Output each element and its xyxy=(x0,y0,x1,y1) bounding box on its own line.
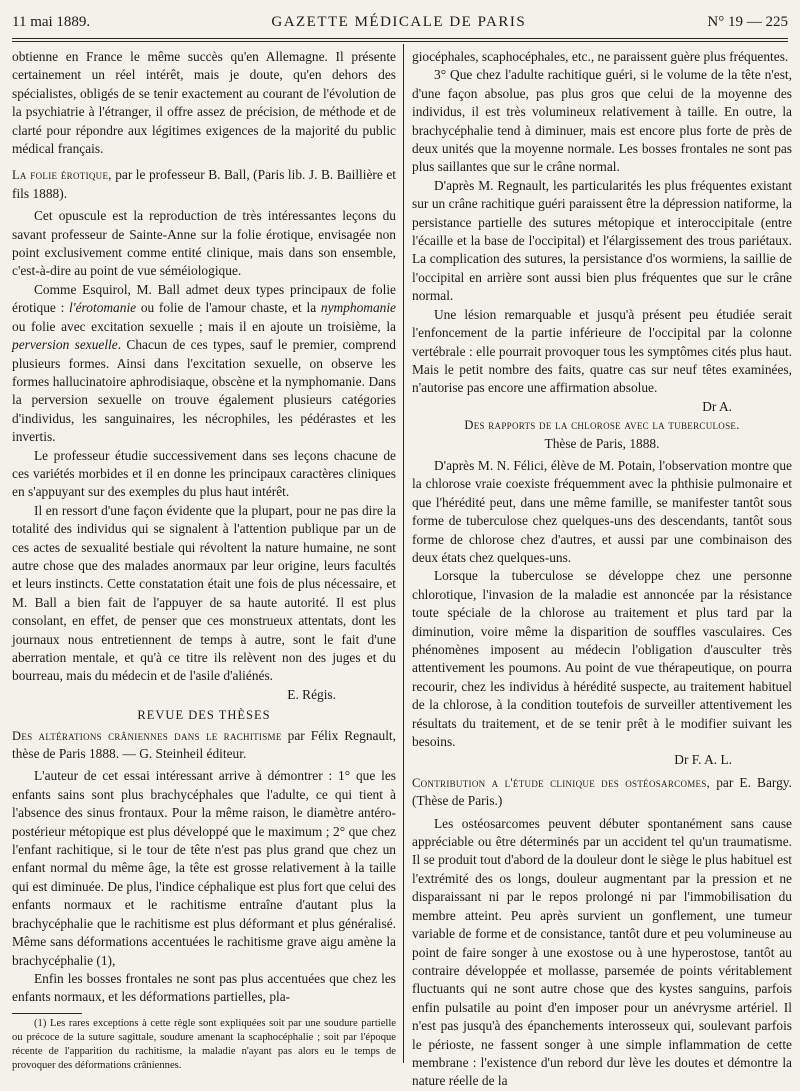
review-citation: Thèse de Paris, 1888. xyxy=(544,435,660,451)
paragraph: giocéphales, scaphocéphales, etc., ne paraissent guère plus fréquentes. xyxy=(412,49,789,64)
page-header xyxy=(12,14,788,36)
review-title: Des rapports de la chlorose avec la tuberculose. xyxy=(464,418,740,433)
review-citation: par Félix Regnault, thèse de Paris 1888. — G. Steinheil éditeur. xyxy=(12,727,396,762)
paragraph: Une lésion remarquable et jusqu'à présent peu étudiée serait l'enfoncement de la partie inférieure de l'occipital par la colonne vertébrale : elle pourrait provoquer tous les symptômes cités plus haut. Mais le petit nombre des faits, quatre cas sur neuf têtes examinées, n'autorise pas encore une affirmation absolue. xyxy=(412,306,792,396)
right-column xyxy=(412,48,792,1089)
section-title: REVUE DES THÈSES xyxy=(137,708,271,723)
header-rule xyxy=(12,38,788,39)
paragraph: Il en ressort d'une façon évidente que la plupart, pour ne pas dire la totalité des individus qui se signalent à l'attention publique par un de ces actes de sexualité bestiale qui révoltent la nature humaine, ne sont autre chose que des malades anormaux par leur origine, leurs facultés et leurs instincts. Cette constatation était une fois de plus nécessaire, et M. Ball a bien fait de l'appuyer de sa haute autorité. Il est plus consolant, en effet, de penser que ces monstrueux attentats, dont les journaux nous entretiennent de temps à autre, sont le fait d'une aberration mentale, et qu'à ce titre ils relèvent non des juges et du bourreau, mais du médecin et de l'asile d'aliénés. xyxy=(12,502,396,684)
header-rule-double xyxy=(12,41,788,42)
footnote-rule xyxy=(12,1013,82,1014)
paragraph: Lorsque la tuberculose se développe chez une personne chlorotique, l'invasion de la maladie est annoncée par la résistance toute spéciale de la chlorose au traitement et plus tard par la diminution, voire même la disparition de souffles vasculaires. Ces phénomènes imposent au médecin l'obligation d'ausculter très attentivement les poumons. Au point de vue thérapeutique, on pourra recourir, chez les individus à hérédité suspecte, au traitement habituel de la chlorose, à la condition toutefois de surveiller attentivement les résultats du traitement, et de se tenir prêt à le modifier suivant les besoins. xyxy=(412,568,792,750)
review-citation: par E. Bargy. (Thèse de Paris.) xyxy=(412,774,792,809)
header-title: GAZETTE MÉDICALE DE PARIS xyxy=(271,14,527,30)
review-heading xyxy=(12,727,396,764)
footnote: (1) Les rares exceptions à cette règle sont expliquées soit par une soudure partielle ou précoce de la suture sagittale, soudure amenant la scaphocéphalie ; soit par l'époque récente de l'apparition du rachitisme, la maladie n'ayant pas alors eu le temps de provoquer des déformations crâniennes. xyxy=(12,1017,396,1071)
header-page-number: N° 19 — 225 xyxy=(707,14,788,30)
paragraph: Comme Esquirol, M. Ball admet deux types principaux de folie érotique : l'érotomanie ou folie de l'amour chaste, et la nymphomanie ou folie avec excitation sexuelle ; mais il en ajoute un troisième, la perversion sexuelle. Chacun de ces types, sauf le premier, comprend plusieurs formes. Ainsi dans l'excitation sexuelle, on observe les formes hallucinatoire aphrodisiaque, obscène et la nymphomanie. Dans la perversion sexuelle on trouve également plusieurs catégories d'individus, les sanguinaires, les nécrophiles, les pédérastes et les invertis. xyxy=(12,281,396,445)
paragraph: L'auteur de cet essai intéressant arrive à démontrer : 1° que les enfants sains sont plus brachycéphales que l'adulte, ce qui tient à l'absence des sinus frontaux. Pour la même raison, le diamètre antéro-postérieur métopique est plus développé que le maximum ; 2° que chez l'enfant rachitique, si le tour de tête n'est pas plus grand que chez un enfant normal du même âge, la tête est grosse relativement à la taille qui est diminuée. De plus, l'indice céphalique est plus fort que celui des enfants normaux et le rachitisme entraîne d'autant plus la brachycéphalie que le rachitisme est plus déformant et plus généralisé. Même sans déformations accentuées le rachitisme grave aigu amène la brachycéphalie (1), xyxy=(12,768,396,968)
left-column xyxy=(12,48,396,1071)
review-title: Contribution a l'étude clinique des ostéosarcomes, xyxy=(412,775,711,790)
review-heading xyxy=(12,166,396,203)
header-date: 11 mai 1889. xyxy=(12,14,91,30)
paragraph: Les ostéosarcomes peuvent débuter spontanément sans cause appréciable ou être déterminés par un accident tel qu'un traumatisme. Il se produit tout d'abord de la douleur dont le siège le plus habituel est l'extrémité des os longs, douleur augmentant par la pression et ne disparaissant ni par le repos prolongé ni par l'immobilisation du membre atteint. Peu après survient un gonflement, une tumeur variable de forme et de consistance, tantôt dure et peu volumineuse au point de faire songer à une exostose ou à une hyperostose, tantôt au contraire développée et mollasse, parsemée de points véritablement fluctuants qui ne sont autre chose que des kystes sanguins, parfois enfin pulsatile au point d'en imposer pour un anévrysme artériel. Il n'est pas jusqu'à des épanchements interosseux qui, soulevant parfois le périoste, ne fassent songer à une simple inflammation de cette membrane : l'existence d'un rebord dur lève les doutes et démontre la nature réelle de la xyxy=(412,815,792,1089)
author-signature: E. Régis. xyxy=(287,686,336,702)
review-title: Des altérations crâniennes dans le rachitisme xyxy=(12,728,282,743)
review-citation: par le professeur B. Ball, (Paris lib. J. B. Baillière et fils 1888). xyxy=(12,167,396,201)
paragraph: Enfin les bosses frontales ne sont pas plus accentuées que chez les enfants normaux, et les déformations partielles, pla- xyxy=(12,970,396,1005)
paragraph: D'après M. N. Félici, élève de M. Potain, l'observation montre que la chlorose vraie coexiste fréquemment avec la phthisie pulmonaire et que l'hérédité peut, dans une même famille, se manifester tantôt sous forme de tuberculose chez quelques-uns des descendants, tantôt sous forme de chlorose chez d'autres, et aussi par une combinaison des deux états chez quelques-uns. xyxy=(412,457,792,565)
review-heading xyxy=(412,774,792,811)
author-signature: Dr F. A. L. xyxy=(674,752,732,768)
author-signature: Dr A. xyxy=(702,398,732,414)
column-divider xyxy=(403,44,404,1063)
paragraph: obtienne en France le même succès qu'en Allemagne. Il présente certainement un réel intérêt, mais je doute, qu'en dehors des spécialistes, obligés de se tenir exactement au courant de l'évolution de la psychiatrie à l'étranger, il offre assez de précision, de méthode et de clarté pour répondre aux légitimes exigences de la majorité du public médical français. xyxy=(12,49,396,157)
paragraph: Le professeur étudie successivement dans ses leçons chacune de ces variétés morbides et il en donne les principaux caractères cliniques en s'appuyant sur des exemples du plus haut intérêt. xyxy=(12,447,396,500)
paragraph: D'après M. Regnault, les particularités les plus fréquentes existant sur un crâne rachitique guéri paraissent être la dépression natiforme, la persistance partielle des sutures métopique et interoccipitale (entre l'écaille et la base de l'occipital) et l'élargissement des trous pariétaux. La complication des sutures, la persistance d'os wormiens, la saillie de l'occipital en arrière sont aussi bien plus fréquentes que sur le crâne normal. xyxy=(412,177,792,304)
review-title: La folie érotique, xyxy=(12,168,112,183)
paragraph: 3° Que chez l'adulte rachitique guéri, si le volume de la tête n'est, d'une façon absolue, pas plus gros que celui de la moyenne des individus, il est très volumineux relativement à taille. En outre, la brachycéphalie tend à diminuer, mais est encore plus forte de près de deux unités que la moyenne normale. Les bosses frontales ne sont pas plus saillantes que sur le crâne normal. xyxy=(412,67,792,175)
paragraph: Cet opuscule est la reproduction de très intéressantes leçons du savant professeur de Sainte-Anne sur la folie érotique, envisagée non point exclusivement comme entité clinique, mais dans son ensemble, c'est-à-dire au point de vue séméiologique. xyxy=(12,208,396,279)
